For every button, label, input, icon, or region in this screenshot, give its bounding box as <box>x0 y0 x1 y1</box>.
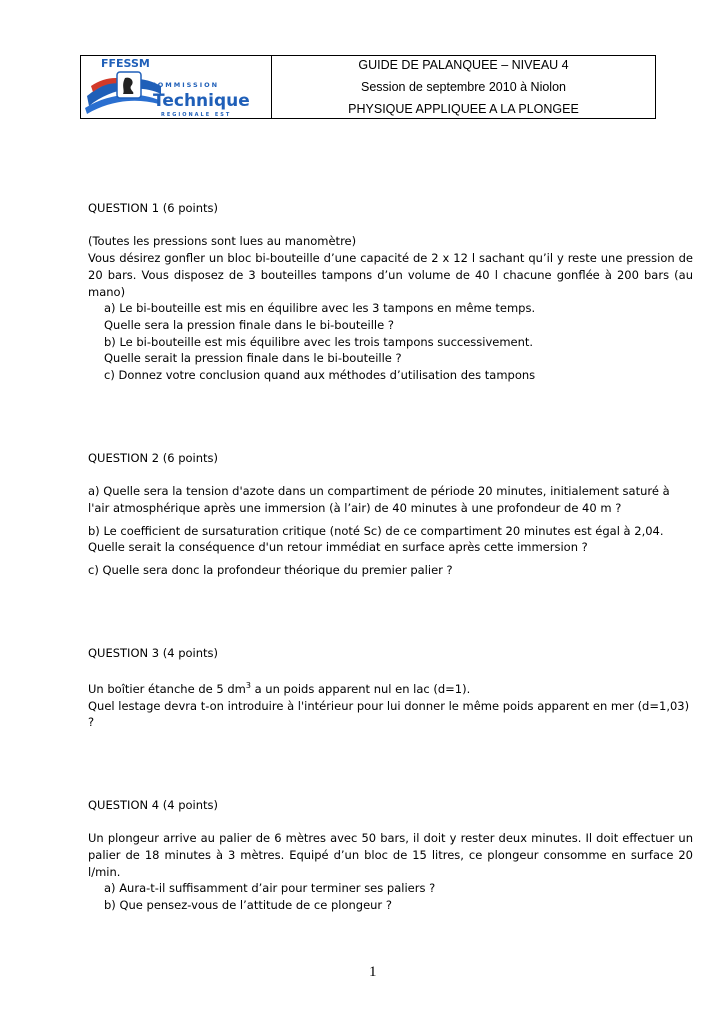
question-3-line1-start: Un boîtier étanche de 5 dm <box>88 681 246 696</box>
question-2-heading: QUESTION 2 (6 points) <box>88 450 218 465</box>
question-1-body: Vous désirez gonfler un bloc bi-bouteille d’une capacité de 2 x 12 l sachant qu’il y reste une pression de 20 bars. Vous disposez de 3 bouteilles tampons d’un volume de 40 l chacune gonflée à 200 bars (au mano) <box>88 251 693 299</box>
ffessm-logo-graphic <box>81 56 271 118</box>
question-3-line1 <box>88 678 693 698</box>
question-1-item-a: a) Le bi-bouteille est mis en équilibre avec les 3 tampons en même temps. <box>104 301 536 316</box>
question-4-item-b: b) Que pensez-vous de l’attitude de ce plongeur ? <box>104 898 392 913</box>
question-1-item-c: c) Donnez votre conclusion quand aux méthodes d’utilisation des tampons <box>104 368 536 383</box>
question-3-line2: Quel lestage devra t-on introduire à l'intérieur pour lui donner le même poids apparent en mer (d=1,03) ? <box>88 698 690 730</box>
question-1-item-a-question: Quelle sera la pression finale dans le bi-bouteille ? <box>104 317 394 332</box>
logo-brand: FFESSM <box>101 57 150 70</box>
page-number: 1 <box>369 964 377 980</box>
question-2-item-a: a) Quelle sera la tension d'azote dans un compartiment de période 20 minutes, initialement saturé à l'air atmosphérique après une immersion (à l’air) de 40 minutes à une profondeur de 40 m ? <box>88 484 670 515</box>
question-1-heading: QUESTION 1 (6 points) <box>88 201 218 215</box>
logo-line3: REGIONALE EST <box>161 112 232 118</box>
header-title-line1: GUIDE DE PALANQUEE – NIVEAU 4 <box>358 58 569 72</box>
header-title-line3: PHYSIQUE APPLIQUEE A LA PLONGEE <box>348 102 579 116</box>
question-2-item-c: c) Quelle sera donc la profondeur théorique du premier palier ? <box>88 562 453 577</box>
question-4-body: Un plongeur arrive au palier de 6 mètres avec 50 bars, il doit y rester deux minutes. Il doit effectuer un palier de 18 minutes à 3 mètres. Equipé d’un bloc de 15 litres, ce plongeur consomme en surface 20 l/min. <box>88 831 693 879</box>
document-header <box>80 55 656 119</box>
question-3-line1-end: a un poids apparent nul en lac (d=1). <box>250 681 471 696</box>
question-1-note: (Toutes les pressions sont lues au manomètre) <box>88 234 357 249</box>
header-titles <box>272 56 655 118</box>
logo-line2: Technique <box>153 91 250 111</box>
question-3-line1-sup: 3 <box>245 681 251 691</box>
question-1-item-b: b) Le bi-bouteille est mis équilibre avec les trois tampons successivement. <box>104 334 534 349</box>
question-3-heading: QUESTION 3 (4 points) <box>88 645 218 660</box>
question-2-item-b: b) Le coefficient de sursaturation critique (noté Sc) de ce compartiment 20 minutes est égal à 2,04. Quelle serait la conséquence d'un retour immédiat en surface après cette immersion ? <box>88 523 664 555</box>
ffessm-logo <box>81 56 272 118</box>
question-4-item-a: a) Aura-t-il suffisamment d’air pour terminer ses paliers ? <box>104 881 436 896</box>
question-4-heading: QUESTION 4 (4 points) <box>88 797 218 812</box>
logo-line1: COMMISSION <box>151 81 220 89</box>
header-title-line2: Session de septembre 2010 à Niolon <box>361 80 566 94</box>
question-1-item-b-question: Quelle serait la pression finale dans le bi-bouteille ? <box>104 351 402 366</box>
document-body <box>88 200 693 914</box>
